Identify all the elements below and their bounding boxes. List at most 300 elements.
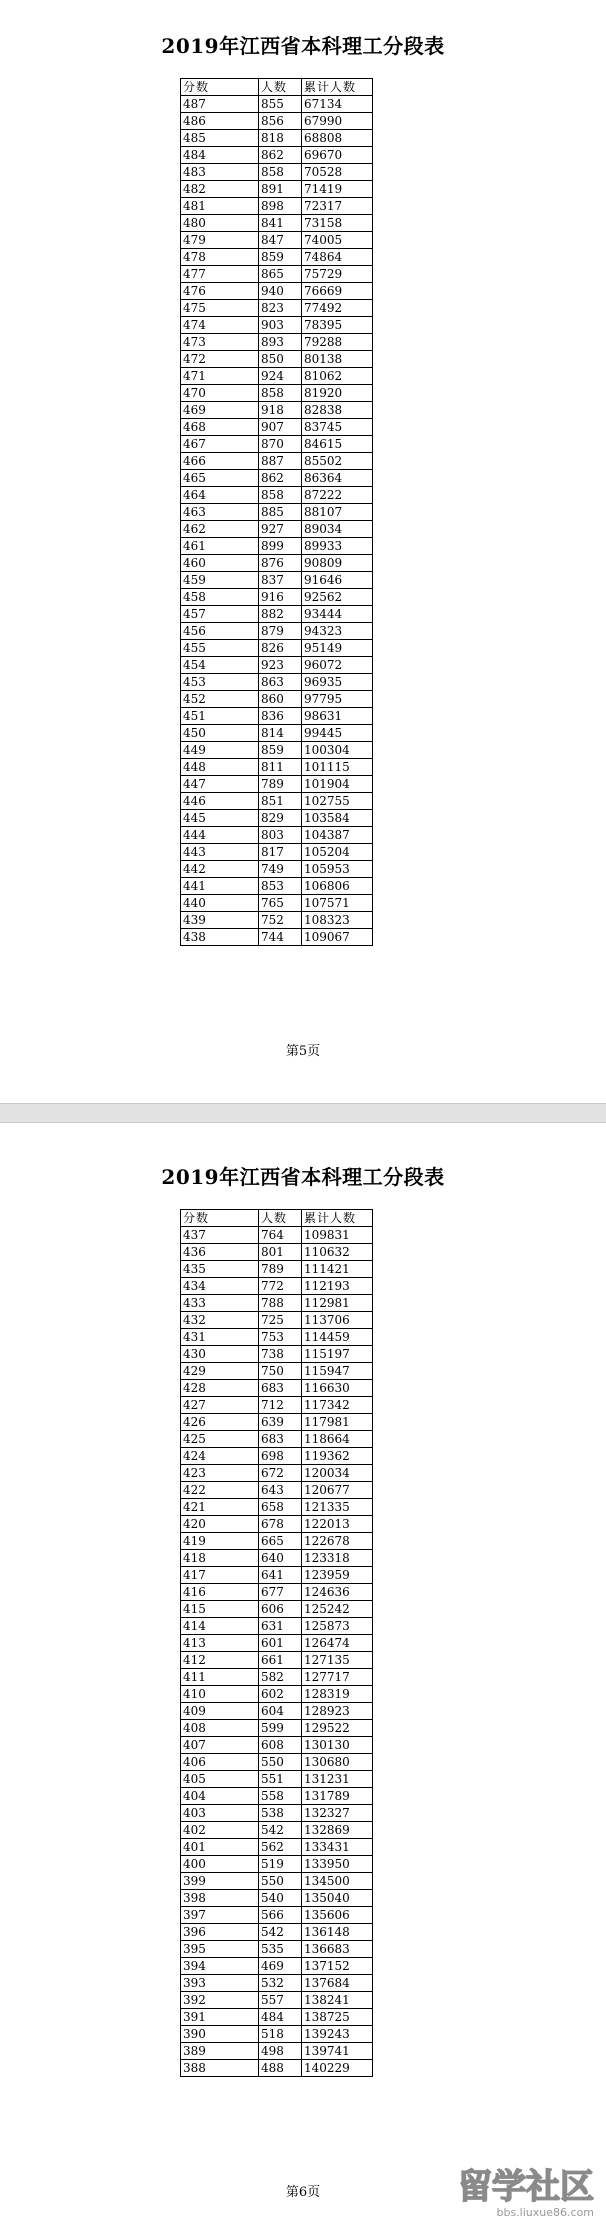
cell-score: 466 xyxy=(181,453,259,470)
cell-score: 484 xyxy=(181,147,259,164)
table-row xyxy=(181,385,373,402)
table-row xyxy=(181,1312,373,1329)
header-count: 人数 xyxy=(259,1210,302,1227)
table-row xyxy=(181,1346,373,1363)
cell-cumulative: 72317 xyxy=(302,198,373,215)
cell-count: 631 xyxy=(259,1618,302,1635)
page-title: 2019年江西省本科理工分段表 xyxy=(161,34,445,58)
cell-count: 858 xyxy=(259,385,302,402)
page-number: 第6页 xyxy=(285,2185,321,2200)
cell-score: 429 xyxy=(181,1363,259,1380)
table-row xyxy=(181,793,373,810)
cell-score: 400 xyxy=(181,1856,259,1873)
cell-count: 488 xyxy=(259,2060,302,2077)
cell-count: 903 xyxy=(259,317,302,334)
cell-score: 448 xyxy=(181,759,259,776)
table-row xyxy=(181,1805,373,1822)
cell-cumulative: 93444 xyxy=(302,606,373,623)
cell-cumulative: 111421 xyxy=(302,1261,373,1278)
cell-cumulative: 102755 xyxy=(302,793,373,810)
cell-cumulative: 96935 xyxy=(302,674,373,691)
cell-cumulative: 127717 xyxy=(302,1669,373,1686)
cell-count: 566 xyxy=(259,1907,302,1924)
cell-score: 425 xyxy=(181,1431,259,1448)
cell-cumulative: 120677 xyxy=(302,1482,373,1499)
cell-count: 823 xyxy=(259,300,302,317)
cell-cumulative: 122678 xyxy=(302,1533,373,1550)
cell-count: 789 xyxy=(259,776,302,793)
table-header-row xyxy=(181,79,373,96)
cell-cumulative: 126474 xyxy=(302,1635,373,1652)
cell-count: 847 xyxy=(259,232,302,249)
cell-cumulative: 105204 xyxy=(302,844,373,861)
cell-score: 439 xyxy=(181,912,259,929)
cell-count: 683 xyxy=(259,1431,302,1448)
cell-cumulative: 137152 xyxy=(302,1958,373,1975)
cell-count: 859 xyxy=(259,249,302,266)
page-6 xyxy=(0,1123,606,2226)
cell-count: 606 xyxy=(259,1601,302,1618)
table-header-row xyxy=(181,1210,373,1227)
cell-count: 698 xyxy=(259,1448,302,1465)
table-row xyxy=(181,1958,373,1975)
table-row xyxy=(181,1771,373,1788)
cell-cumulative: 95149 xyxy=(302,640,373,657)
cell-cumulative: 122013 xyxy=(302,1516,373,1533)
cell-count: 850 xyxy=(259,351,302,368)
table-row xyxy=(181,436,373,453)
cell-cumulative: 67134 xyxy=(302,96,373,113)
cell-cumulative: 70528 xyxy=(302,164,373,181)
page-number: 第5页 xyxy=(285,1044,321,1059)
table-row xyxy=(181,759,373,776)
cell-count: 856 xyxy=(259,113,302,130)
table-row xyxy=(181,283,373,300)
cell-cumulative: 73158 xyxy=(302,215,373,232)
cell-count: 818 xyxy=(259,130,302,147)
cell-count: 640 xyxy=(259,1550,302,1567)
page-title: 2019年江西省本科理工分段表 xyxy=(161,1165,445,1189)
cell-count: 542 xyxy=(259,1924,302,1941)
table-row xyxy=(181,198,373,215)
cell-cumulative: 80138 xyxy=(302,351,373,368)
cell-score: 421 xyxy=(181,1499,259,1516)
cell-count: 853 xyxy=(259,878,302,895)
table-row xyxy=(181,487,373,504)
cell-count: 765 xyxy=(259,895,302,912)
cell-cumulative: 115947 xyxy=(302,1363,373,1380)
cell-count: 862 xyxy=(259,147,302,164)
cell-count: 551 xyxy=(259,1771,302,1788)
cell-count: 599 xyxy=(259,1720,302,1737)
cell-cumulative: 99445 xyxy=(302,725,373,742)
cell-score: 431 xyxy=(181,1329,259,1346)
cell-cumulative: 117981 xyxy=(302,1414,373,1431)
cell-cumulative: 132869 xyxy=(302,1822,373,1839)
cell-score: 487 xyxy=(181,96,259,113)
table-row xyxy=(181,1703,373,1720)
cell-score: 481 xyxy=(181,198,259,215)
cell-count: 811 xyxy=(259,759,302,776)
cell-cumulative: 131231 xyxy=(302,1771,373,1788)
cell-score: 433 xyxy=(181,1295,259,1312)
cell-score: 446 xyxy=(181,793,259,810)
cell-count: 858 xyxy=(259,487,302,504)
table-row xyxy=(181,266,373,283)
table-row xyxy=(181,1941,373,1958)
cell-cumulative: 76669 xyxy=(302,283,373,300)
cell-score: 480 xyxy=(181,215,259,232)
cell-count: 907 xyxy=(259,419,302,436)
cell-count: 550 xyxy=(259,1754,302,1771)
cell-cumulative: 120034 xyxy=(302,1465,373,1482)
table-row xyxy=(181,1652,373,1669)
cell-cumulative: 90809 xyxy=(302,555,373,572)
cell-score: 467 xyxy=(181,436,259,453)
cell-score: 476 xyxy=(181,283,259,300)
cell-score: 398 xyxy=(181,1890,259,1907)
cell-cumulative: 104387 xyxy=(302,827,373,844)
cell-score: 408 xyxy=(181,1720,259,1737)
cell-cumulative: 81062 xyxy=(302,368,373,385)
cell-count: 498 xyxy=(259,2043,302,2060)
cell-count: 658 xyxy=(259,1499,302,1516)
cell-cumulative: 108323 xyxy=(302,912,373,929)
cell-count: 678 xyxy=(259,1516,302,1533)
cell-score: 426 xyxy=(181,1414,259,1431)
cell-score: 478 xyxy=(181,249,259,266)
cell-cumulative: 133431 xyxy=(302,1839,373,1856)
cell-score: 391 xyxy=(181,2009,259,2026)
cell-count: 870 xyxy=(259,436,302,453)
cell-cumulative: 125873 xyxy=(302,1618,373,1635)
cell-cumulative: 110632 xyxy=(302,1244,373,1261)
table-row xyxy=(181,1227,373,1244)
cell-count: 683 xyxy=(259,1380,302,1397)
table-row xyxy=(181,113,373,130)
cell-score: 450 xyxy=(181,725,259,742)
cell-cumulative: 137684 xyxy=(302,1975,373,1992)
table-row xyxy=(181,181,373,198)
cell-count: 562 xyxy=(259,1839,302,1856)
cell-count: 752 xyxy=(259,912,302,929)
cell-cumulative: 132327 xyxy=(302,1805,373,1822)
cell-score: 409 xyxy=(181,1703,259,1720)
cell-count: 540 xyxy=(259,1890,302,1907)
cell-score: 393 xyxy=(181,1975,259,1992)
cell-count: 836 xyxy=(259,708,302,725)
cell-cumulative: 82838 xyxy=(302,402,373,419)
table-row xyxy=(181,402,373,419)
cell-cumulative: 130130 xyxy=(302,1737,373,1754)
cell-cumulative: 118664 xyxy=(302,1431,373,1448)
table-row xyxy=(181,572,373,589)
cell-cumulative: 101115 xyxy=(302,759,373,776)
cell-count: 923 xyxy=(259,657,302,674)
cell-score: 415 xyxy=(181,1601,259,1618)
cell-score: 412 xyxy=(181,1652,259,1669)
cell-cumulative: 113706 xyxy=(302,1312,373,1329)
table-row xyxy=(181,640,373,657)
table-row xyxy=(181,1363,373,1380)
cell-score: 463 xyxy=(181,504,259,521)
cell-cumulative: 115197 xyxy=(302,1346,373,1363)
cell-cumulative: 138241 xyxy=(302,1992,373,2009)
cell-score: 405 xyxy=(181,1771,259,1788)
table-row xyxy=(181,1397,373,1414)
table-row xyxy=(181,1754,373,1771)
cell-cumulative: 107571 xyxy=(302,895,373,912)
table-row xyxy=(181,1295,373,1312)
cell-cumulative: 89034 xyxy=(302,521,373,538)
cell-score: 406 xyxy=(181,1754,259,1771)
cell-score: 462 xyxy=(181,521,259,538)
page-5 xyxy=(0,0,606,1103)
cell-count: 602 xyxy=(259,1686,302,1703)
cell-count: 858 xyxy=(259,164,302,181)
cell-count: 865 xyxy=(259,266,302,283)
cell-cumulative: 88107 xyxy=(302,504,373,521)
cell-cumulative: 83745 xyxy=(302,419,373,436)
cell-score: 411 xyxy=(181,1669,259,1686)
table-row xyxy=(181,317,373,334)
table-row xyxy=(181,1737,373,1754)
cell-score: 470 xyxy=(181,385,259,402)
cell-cumulative: 125242 xyxy=(302,1601,373,1618)
cell-count: 582 xyxy=(259,1669,302,1686)
cell-score: 413 xyxy=(181,1635,259,1652)
cell-score: 451 xyxy=(181,708,259,725)
header-score: 分数 xyxy=(181,1210,259,1227)
cell-count: 518 xyxy=(259,2026,302,2043)
cell-cumulative: 69670 xyxy=(302,147,373,164)
table-row xyxy=(181,368,373,385)
cell-cumulative: 114459 xyxy=(302,1329,373,1346)
table-row xyxy=(181,1839,373,1856)
cell-count: 641 xyxy=(259,1567,302,1584)
cell-cumulative: 68808 xyxy=(302,130,373,147)
cell-cumulative: 77492 xyxy=(302,300,373,317)
cell-count: 829 xyxy=(259,810,302,827)
table-row xyxy=(181,215,373,232)
cell-count: 814 xyxy=(259,725,302,742)
cell-cumulative: 78395 xyxy=(302,317,373,334)
table-row xyxy=(181,1533,373,1550)
cell-score: 432 xyxy=(181,1312,259,1329)
cell-count: 924 xyxy=(259,368,302,385)
cell-cumulative: 71419 xyxy=(302,181,373,198)
cell-score: 461 xyxy=(181,538,259,555)
table-row xyxy=(181,1720,373,1737)
cell-score: 482 xyxy=(181,181,259,198)
cell-count: 887 xyxy=(259,453,302,470)
cell-score: 485 xyxy=(181,130,259,147)
cell-count: 916 xyxy=(259,589,302,606)
cell-score: 453 xyxy=(181,674,259,691)
table-row xyxy=(181,1329,373,1346)
cell-count: 749 xyxy=(259,861,302,878)
table-row xyxy=(181,1669,373,1686)
table-row xyxy=(181,419,373,436)
table-row xyxy=(181,742,373,759)
cell-score: 472 xyxy=(181,351,259,368)
cell-count: 885 xyxy=(259,504,302,521)
cell-score: 486 xyxy=(181,113,259,130)
cell-cumulative: 109067 xyxy=(302,929,373,946)
cell-cumulative: 130680 xyxy=(302,1754,373,1771)
header-cumulative: 累计人数 xyxy=(302,1210,373,1227)
table-row xyxy=(181,1414,373,1431)
cell-count: 557 xyxy=(259,1992,302,2009)
table-row xyxy=(181,2009,373,2026)
cell-count: 837 xyxy=(259,572,302,589)
cell-score: 460 xyxy=(181,555,259,572)
cell-count: 764 xyxy=(259,1227,302,1244)
table-row xyxy=(181,827,373,844)
table-row xyxy=(181,1856,373,1873)
cell-count: 859 xyxy=(259,742,302,759)
cell-count: 801 xyxy=(259,1244,302,1261)
cell-count: 661 xyxy=(259,1652,302,1669)
cell-cumulative: 127135 xyxy=(302,1652,373,1669)
cell-count: 803 xyxy=(259,827,302,844)
cell-count: 772 xyxy=(259,1278,302,1295)
table-row xyxy=(181,1584,373,1601)
table-row xyxy=(181,96,373,113)
table-row xyxy=(181,1465,373,1482)
cell-cumulative: 84615 xyxy=(302,436,373,453)
cell-cumulative: 116630 xyxy=(302,1380,373,1397)
cell-score: 464 xyxy=(181,487,259,504)
table-row xyxy=(181,929,373,946)
table-row xyxy=(181,1788,373,1805)
cell-count: 532 xyxy=(259,1975,302,1992)
cell-score: 465 xyxy=(181,470,259,487)
table-row xyxy=(181,1924,373,1941)
cell-count: 677 xyxy=(259,1584,302,1601)
cell-score: 395 xyxy=(181,1941,259,1958)
cell-score: 396 xyxy=(181,1924,259,1941)
cell-score: 443 xyxy=(181,844,259,861)
cell-score: 407 xyxy=(181,1737,259,1754)
cell-score: 430 xyxy=(181,1346,259,1363)
table-row xyxy=(181,895,373,912)
cell-count: 469 xyxy=(259,1958,302,1975)
header-score: 分数 xyxy=(181,79,259,96)
table-row xyxy=(181,691,373,708)
cell-score: 414 xyxy=(181,1618,259,1635)
cell-score: 402 xyxy=(181,1822,259,1839)
table-row xyxy=(181,2060,373,2077)
cell-score: 455 xyxy=(181,640,259,657)
cell-count: 789 xyxy=(259,1261,302,1278)
cell-cumulative: 139741 xyxy=(302,2043,373,2060)
cell-count: 826 xyxy=(259,640,302,657)
cell-score: 477 xyxy=(181,266,259,283)
table-row xyxy=(181,912,373,929)
table-row xyxy=(181,164,373,181)
cell-count: 519 xyxy=(259,1856,302,1873)
cell-cumulative: 123959 xyxy=(302,1567,373,1584)
cell-score: 388 xyxy=(181,2060,259,2077)
table-row xyxy=(181,1635,373,1652)
cell-cumulative: 112981 xyxy=(302,1295,373,1312)
cell-cumulative: 74864 xyxy=(302,249,373,266)
table-row xyxy=(181,351,373,368)
cell-score: 434 xyxy=(181,1278,259,1295)
cell-cumulative: 89933 xyxy=(302,538,373,555)
cell-count: 891 xyxy=(259,181,302,198)
cell-count: 788 xyxy=(259,1295,302,1312)
table-row xyxy=(181,861,373,878)
table-row xyxy=(181,249,373,266)
cell-count: 725 xyxy=(259,1312,302,1329)
cell-count: 550 xyxy=(259,1873,302,1890)
score-table xyxy=(180,78,373,946)
watermark-text: 留学社区 xyxy=(458,2167,594,2207)
table-row xyxy=(181,606,373,623)
watermark-url: bbs.liuxue86.com xyxy=(496,2206,594,2219)
table-row xyxy=(181,555,373,572)
table-row xyxy=(181,1431,373,1448)
cell-score: 390 xyxy=(181,2026,259,2043)
cell-cumulative: 117342 xyxy=(302,1397,373,1414)
cell-count: 927 xyxy=(259,521,302,538)
cell-cumulative: 81920 xyxy=(302,385,373,402)
table-row xyxy=(181,130,373,147)
cell-cumulative: 140229 xyxy=(302,2060,373,2077)
cell-cumulative: 96072 xyxy=(302,657,373,674)
cell-score: 436 xyxy=(181,1244,259,1261)
cell-cumulative: 92562 xyxy=(302,589,373,606)
cell-count: 601 xyxy=(259,1635,302,1652)
cell-cumulative: 100304 xyxy=(302,742,373,759)
cell-score: 475 xyxy=(181,300,259,317)
table-row xyxy=(181,1907,373,1924)
cell-count: 738 xyxy=(259,1346,302,1363)
cell-cumulative: 94323 xyxy=(302,623,373,640)
cell-score: 474 xyxy=(181,317,259,334)
cell-cumulative: 67990 xyxy=(302,113,373,130)
table-row xyxy=(181,232,373,249)
cell-cumulative: 105953 xyxy=(302,861,373,878)
cell-cumulative: 136683 xyxy=(302,1941,373,1958)
table-row xyxy=(181,1618,373,1635)
cell-score: 473 xyxy=(181,334,259,351)
table-row xyxy=(181,1975,373,1992)
cell-cumulative: 138725 xyxy=(302,2009,373,2026)
cell-cumulative: 91646 xyxy=(302,572,373,589)
table-row xyxy=(181,657,373,674)
cell-count: 538 xyxy=(259,1805,302,1822)
cell-count: 860 xyxy=(259,691,302,708)
table-row xyxy=(181,334,373,351)
cell-count: 893 xyxy=(259,334,302,351)
cell-score: 423 xyxy=(181,1465,259,1482)
cell-score: 471 xyxy=(181,368,259,385)
cell-cumulative: 128923 xyxy=(302,1703,373,1720)
cell-count: 841 xyxy=(259,215,302,232)
table-row xyxy=(181,1992,373,2009)
cell-score: 420 xyxy=(181,1516,259,1533)
cell-score: 442 xyxy=(181,861,259,878)
cell-count: 744 xyxy=(259,929,302,946)
table-row xyxy=(181,1380,373,1397)
table-row xyxy=(181,1516,373,1533)
table-row xyxy=(181,1601,373,1618)
cell-score: 445 xyxy=(181,810,259,827)
cell-count: 665 xyxy=(259,1533,302,1550)
